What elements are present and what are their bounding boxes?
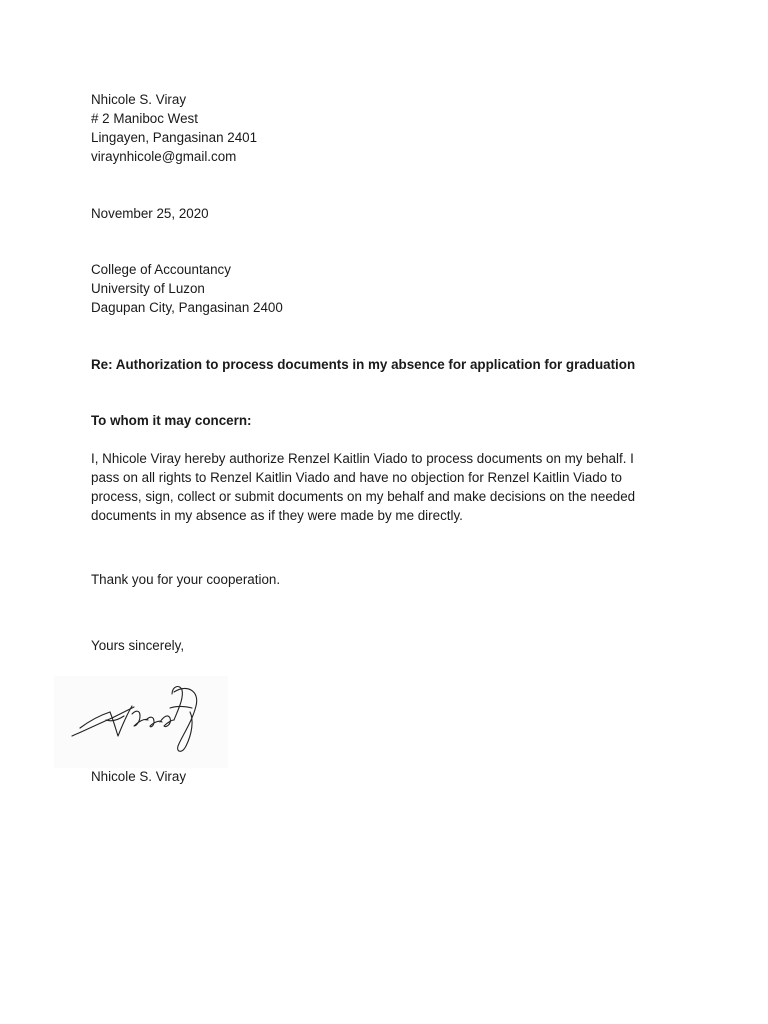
sender-address bbox=[91, 90, 257, 166]
letter-date bbox=[91, 204, 209, 223]
sender-name: Nhicole S. Viray bbox=[91, 92, 187, 107]
recipient-address bbox=[91, 260, 283, 317]
signature-image bbox=[54, 676, 228, 768]
recipient-line-3: Dagupan City, Pangasinan 2400 bbox=[91, 300, 283, 315]
date-text: November 25, 2020 bbox=[91, 206, 209, 221]
thanks-text: Thank you for your cooperation. bbox=[91, 572, 281, 587]
body-line: pass on all rights to Renzel Kaitlin Viado and have no objection for Renzel Kaitlin Viado to bbox=[91, 470, 623, 485]
body-line: documents in my absence as if they were made by me directly. bbox=[91, 508, 463, 523]
signer-name: Nhicole S. Viray bbox=[91, 769, 187, 784]
body-line: I, Nhicole Viray hereby authorize Renzel Kaitlin Viado to process documents on my behalf. I bbox=[91, 451, 634, 466]
sender-email: viraynhicole@gmail.com bbox=[91, 149, 237, 164]
subject-line bbox=[91, 355, 635, 374]
closing-line bbox=[91, 636, 184, 655]
signature-icon bbox=[54, 676, 228, 768]
subject-text: Re: Authorization to process documents in my absence for application for graduation bbox=[91, 357, 636, 372]
recipient-line-2: University of Luzon bbox=[91, 281, 205, 296]
signer-name-block bbox=[91, 767, 186, 786]
letter-body bbox=[91, 449, 671, 525]
thank-you-line bbox=[91, 570, 280, 589]
body-line: process, sign, collect or submit documents on my behalf and make decisions on the needed bbox=[91, 489, 636, 504]
closing-text: Yours sincerely, bbox=[91, 638, 185, 653]
salutation-text: To whom it may concern: bbox=[91, 413, 252, 428]
sender-street: # 2 Maniboc West bbox=[91, 111, 198, 126]
recipient-line-1: College of Accountancy bbox=[91, 262, 231, 277]
sender-city: Lingayen, Pangasinan 2401 bbox=[91, 130, 258, 145]
salutation bbox=[91, 411, 251, 430]
